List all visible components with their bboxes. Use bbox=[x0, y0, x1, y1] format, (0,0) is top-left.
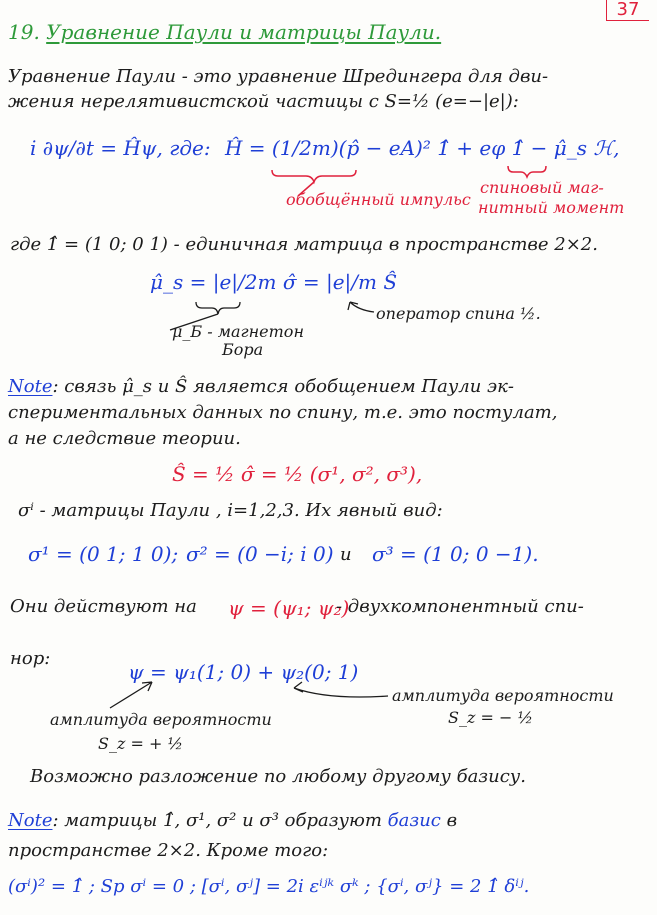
note1-line-2: спериментальных данных по спину, т.е. это постулат, bbox=[8, 402, 558, 423]
label-generalized-momentum: обобщённый импульс bbox=[286, 190, 471, 209]
arrow-amp-left bbox=[110, 682, 152, 708]
note2-basis-word: базис bbox=[387, 810, 441, 831]
sigma3-matrix: σ³ = (1 0; 0 −1). bbox=[372, 542, 539, 566]
unit-matrix-line: где 1̂ = (1 0; 0 1) - единичная матрица в пространстве 2×2. bbox=[10, 234, 598, 255]
arrow-amp-right bbox=[294, 682, 388, 697]
title-text: Уравнение Паули и матрицы Паули. bbox=[46, 20, 442, 44]
act-line-1c: - двухкомпонентный спи- bbox=[336, 596, 584, 617]
note2-text-1a: : матрицы 1̂, σ¹, σ² и σ³ образуют bbox=[52, 810, 382, 831]
section-title bbox=[8, 20, 441, 44]
note2-text-1c: в bbox=[446, 810, 458, 831]
note1-line-1 bbox=[8, 376, 514, 397]
note1-label: Note bbox=[8, 376, 53, 397]
label-spin-magnetic-1: спиновый маг- bbox=[480, 178, 604, 197]
sigma1-matrix: σ¹ = (0 1; 1 0); bbox=[28, 542, 179, 566]
amp-right-1: амплитуда вероятности bbox=[392, 686, 614, 705]
and-word: и bbox=[340, 544, 352, 565]
amp-left-1: амплитуда вероятности bbox=[50, 710, 272, 729]
spinor-expansion: ψ = ψ₁(1; 0) + ψ₂(0; 1) bbox=[128, 660, 359, 684]
pauli-identities: (σⁱ)² = 1̂ ; Sp σⁱ = 0 ; [σⁱ, σʲ] = 2i εⁱʲᵏ σᵏ ; {σⁱ, σʲ} = 2 1̂ δⁱʲ. bbox=[8, 876, 530, 897]
note2-line-1 bbox=[8, 810, 457, 831]
spinor-definition: ψ = (ψ₁; ψ₂) bbox=[228, 596, 350, 620]
note1-text-1: : связь μ̂_s и Ŝ является обобщением Паули эк- bbox=[52, 376, 514, 397]
brace-momentum bbox=[272, 170, 356, 182]
pauli-matrices-line: σⁱ - матрицы Паули , i=1,2,3. Их явный вид: bbox=[18, 500, 443, 521]
mu-s-formula: μ̂_s = |e|/2m σ̂ = |e|/m Ŝ bbox=[150, 270, 398, 294]
other-basis-line: Возможно разложение по любому другому базису. bbox=[30, 766, 526, 787]
note1-line-3: а не следствие теории. bbox=[8, 428, 241, 449]
amp-left-2: S_z = + ½ bbox=[98, 734, 183, 753]
spin-definition: Ŝ = ½ σ̂ = ½ (σ¹, σ², σ³), bbox=[172, 462, 423, 486]
intro-line-2: жения нерелятивистской частицы с S=½ (e=−|e|): bbox=[8, 91, 519, 112]
intro-line-1: Уравнение Паули - это уравнение Шредингера для дви- bbox=[8, 66, 549, 87]
bohr-magneton-2: Бора bbox=[222, 340, 264, 359]
sigma2-matrix: σ² = (0 −i; i 0) bbox=[186, 542, 334, 566]
pauli-hamiltonian: Ĥ = (1/2m)(p̂ − eA)² 1̂ + eφ 1̂ − μ̂_s ℋ, bbox=[225, 136, 620, 160]
note2-label: Note bbox=[8, 810, 53, 831]
note2-line-2: пространстве 2×2. Кроме того: bbox=[8, 840, 329, 861]
spin-operator-label: оператор спина ½. bbox=[376, 304, 541, 323]
label-spin-magnetic-2: нитный момент bbox=[478, 198, 625, 217]
page-number: 37 bbox=[606, 0, 649, 21]
act-line-1a: Они действуют на bbox=[10, 596, 197, 617]
brace-spin-moment bbox=[508, 166, 546, 177]
title-number: 19. bbox=[8, 20, 40, 44]
bohr-magneton-1: μ_Б - магнетон bbox=[172, 322, 304, 341]
act-line-2: нор: bbox=[10, 648, 51, 669]
arrow-spin-operator bbox=[348, 302, 374, 312]
pauli-equation-lhs: i ∂ψ/∂t = Ĥψ, где: bbox=[30, 136, 211, 160]
brace-bohr bbox=[196, 302, 240, 314]
amp-right-2: S_z = − ½ bbox=[448, 708, 533, 727]
